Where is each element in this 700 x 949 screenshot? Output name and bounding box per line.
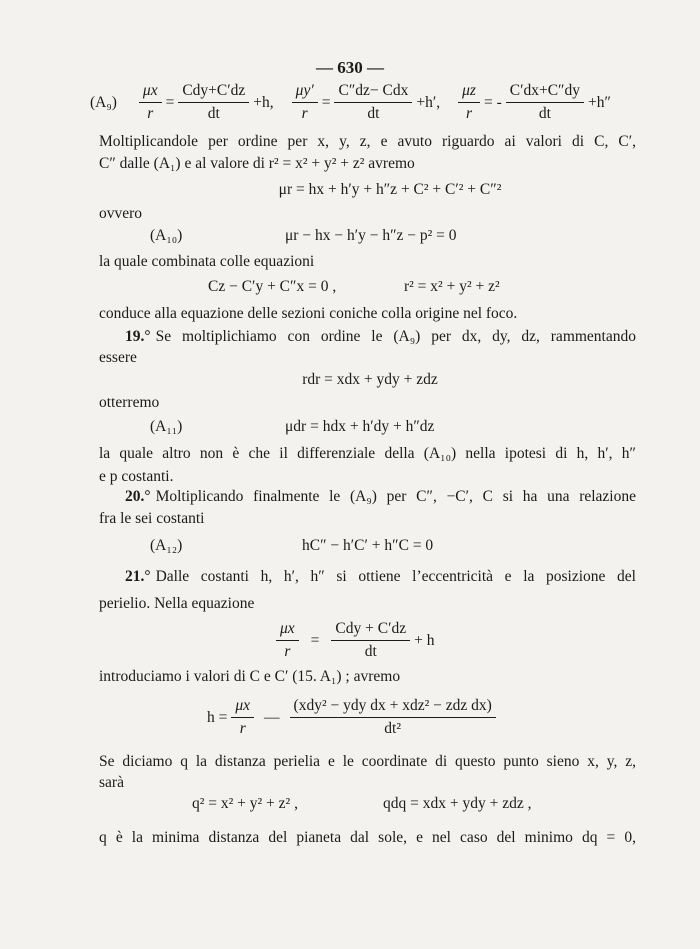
text-line: otterremo (99, 394, 160, 411)
operator: = (310, 631, 320, 649)
section-number: 19.° (125, 328, 151, 345)
denominator: r (466, 105, 473, 122)
section-number: 20.° (125, 488, 151, 505)
paragraph-21 (99, 567, 636, 587)
equation: r² = x² + y² + z² (404, 278, 500, 295)
term: +h″ (588, 93, 611, 111)
page-number: — 630 — (316, 58, 384, 77)
term: +h, (253, 93, 274, 111)
numerator: Cdy + C′dz (331, 620, 410, 641)
numerator: μx (139, 82, 162, 103)
numerator: μz (458, 82, 480, 103)
denominator: dt (364, 643, 377, 660)
equation-mux (272, 620, 435, 661)
equation-tag: (A₉) (90, 93, 117, 111)
text-line: C″ dalle (A₁) e al valore di r² = x² + y² + z² avremo (99, 155, 415, 172)
denominator: dt² (384, 720, 402, 737)
equation-a9 (90, 82, 611, 123)
denominator: r (239, 720, 246, 737)
denominator: r (147, 105, 154, 122)
equation: q² = x² + y² + z² , (192, 795, 298, 812)
numerator: Cdy+C′dz (178, 82, 249, 103)
numerator: μx (276, 620, 299, 641)
text-line: Moltiplicando finalmente le (A₉) per C″, −C′, C si ha una relazione (155, 488, 636, 505)
fraction (331, 620, 410, 661)
text-line: q è la minima distanza del pianeta dal sole, e nel caso del minimo dq = 0, (99, 829, 636, 846)
fraction (458, 82, 480, 123)
fraction (139, 82, 162, 123)
text-line: ovvero (99, 205, 143, 222)
equation-a10: μr − hx − h′y − h″z − p² = 0 (285, 227, 457, 244)
text-line: conduce alla equazione delle sezioni coniche colla origine nel foco. (99, 305, 518, 322)
text-line: la quale combinata colle equazioni (99, 253, 315, 270)
numerator: (xdy² − ydy dx + xdz² − zdz dx) (290, 697, 496, 718)
text-line: e p costanti. (99, 468, 174, 485)
paragraph-19 (99, 327, 636, 347)
operator: = (165, 93, 175, 111)
fraction (231, 697, 254, 738)
fraction (292, 82, 318, 123)
denominator: dt (207, 105, 220, 122)
fraction (178, 82, 249, 123)
fraction (506, 82, 584, 123)
term: +h′, (416, 93, 441, 111)
equation: qdq = xdx + ydy + zdz , (383, 795, 532, 812)
equation-a12: hC″ − h′C′ + h″C = 0 (302, 537, 434, 554)
numerator: μy′ (292, 82, 318, 103)
text-line: Dalle costanti h, h′, h″ si ottiene l’eccentricità e la posizione del (155, 568, 636, 585)
denominator: r (284, 643, 291, 660)
fraction (290, 697, 496, 738)
operator: = - (483, 93, 502, 111)
equation-rdr: rdr = xdx + ydy + zdz (302, 371, 438, 388)
text-line: la quale altro non è che il differenziale della (A₁₀) nella ipotesi di h, h′, h″ (99, 445, 636, 462)
equation-mu-r: μr = hx + h′y + h″z + C² + C′² + C″² (278, 181, 502, 198)
text-line: introduciamo i valori di C e C′ (15. A₁) ; avremo (99, 668, 401, 685)
text-line: Moltiplicandole per ordine per x, y, z, e avuto riguardo ai valori di C, C′, (99, 133, 636, 150)
denominator: r (301, 105, 308, 122)
denominator: dt (538, 105, 551, 122)
text-line: fra le sei costanti (99, 510, 205, 527)
text-line: perielio. Nella equazione (99, 595, 255, 612)
text-line: sarà (99, 774, 124, 791)
fraction (334, 82, 412, 123)
denominator: dt (367, 105, 380, 122)
text-line: Se moltiplichiamo con ordine le (A₉) per dx, dy, dz, rammentando (155, 328, 636, 345)
numerator: C″dz− Cdx (334, 82, 412, 103)
fraction (276, 620, 299, 661)
equation-h (207, 697, 500, 738)
term: h = (207, 708, 228, 726)
operator: — (264, 708, 280, 726)
equation: Cz − C′y + C″x = 0 , (208, 278, 337, 295)
term: + h (414, 631, 435, 649)
equation-a11: μdr = hdx + h′dy + h″dz (285, 418, 435, 435)
operator: = (321, 93, 331, 111)
numerator: μx (231, 697, 254, 718)
numerator: C′dx+C″dy (506, 82, 584, 103)
equation-tag: (A₁₁) (150, 418, 183, 435)
text-line: Se diciamo q la distanza perielia e le coordinate di questo punto sieno x, y, z, (99, 753, 636, 770)
equation-tag: (A₁₀) (150, 227, 183, 244)
equation-tag: (A₁₂) (150, 537, 183, 554)
section-number: 21.° (125, 568, 151, 585)
text-line: essere (99, 349, 137, 366)
paragraph-20 (99, 487, 636, 507)
